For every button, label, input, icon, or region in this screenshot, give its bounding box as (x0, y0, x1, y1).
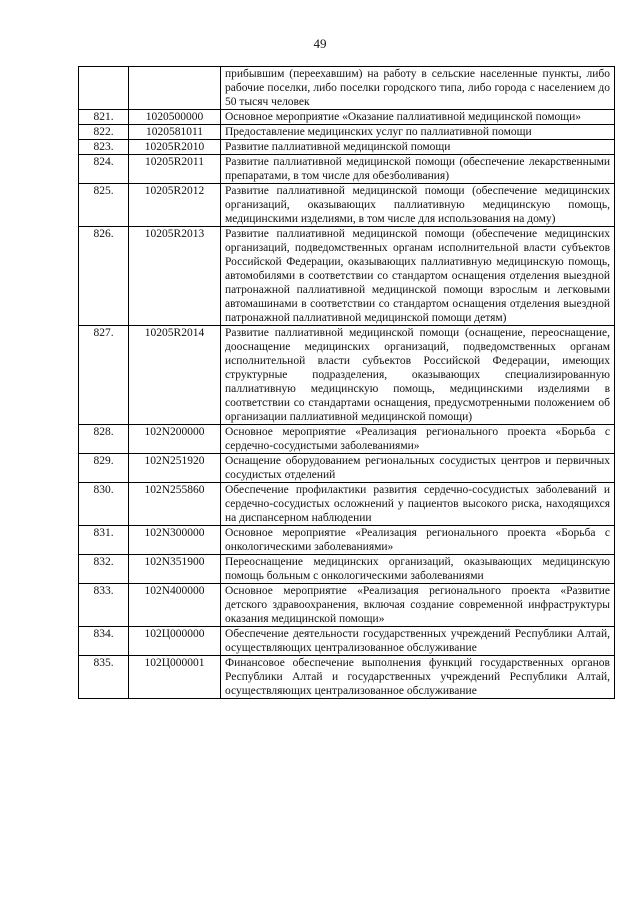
table-row (79, 155, 615, 184)
row-code: 102N400000 (129, 584, 221, 627)
table-row (79, 555, 615, 584)
table-body (79, 67, 615, 699)
row-name: Основное мероприятие «Реализация регионального проекта «Борьба с сердечно-сосудистыми заболеваниями» (221, 425, 615, 454)
table-row (79, 656, 615, 699)
budget-code-table (78, 66, 615, 699)
row-name: Финансовое обеспечение выполнения функций государственных органов Республики Алтай и государственных учреждений Республики Алтай, осуществляющих централизованное обслуживание (221, 656, 615, 699)
table-row (79, 227, 615, 326)
row-name: Переоснащение медицинских организаций, оказывающих медицинскую помощь больным с онкологическими заболеваниями (221, 555, 615, 584)
table-row (79, 483, 615, 526)
table-row (79, 110, 615, 125)
row-name: Основное мероприятие «Реализация регионального проекта «Развитие детского здравоохранения, включая создание современной инфраструктуры оказания медицинской помощи» (221, 584, 615, 627)
row-code: 10205R2012 (129, 184, 221, 227)
row-code: 10205R2011 (129, 155, 221, 184)
table-row (79, 526, 615, 555)
row-number: 830. (79, 483, 129, 526)
row-number: 825. (79, 184, 129, 227)
row-number: 833. (79, 584, 129, 627)
row-name: Развитие паллиативной медицинской помощи (221, 140, 615, 155)
row-name: Оснащение оборудованием региональных сосудистых центров и первичных сосудистых отделений (221, 454, 615, 483)
table-row (79, 584, 615, 627)
row-number: 822. (79, 125, 129, 140)
row-name: Предоставление медицинских услуг по паллиативной помощи (221, 125, 615, 140)
row-code: 10205R2014 (129, 326, 221, 425)
row-code: 10205R2013 (129, 227, 221, 326)
row-code: 1020581011 (129, 125, 221, 140)
row-name: Основное мероприятие «Реализация регионального проекта «Борьба с онкологическими заболеваниями» (221, 526, 615, 555)
table-row (79, 425, 615, 454)
row-name: Развитие паллиативной медицинской помощи (обеспечение медицинских организаций, подведомственных органам исполнительной власти субъектов Российской Федерации, оказывающих паллиативную медицинскую помощь, автомобилями в соответствии со стандартом оснащения отделения выездной патронажной паллиативной медицинской помощи взрослым и легковыми автомашинами в соответствии со стандартом оснащения отделения выездной патронажной паллиативной медицинской помощи детям) (221, 227, 615, 326)
row-code: 102N351900 (129, 555, 221, 584)
row-number (79, 67, 129, 110)
row-number: 831. (79, 526, 129, 555)
row-code: 102N251920 (129, 454, 221, 483)
table-row (79, 140, 615, 155)
row-number: 823. (79, 140, 129, 155)
row-number: 835. (79, 656, 129, 699)
row-number: 824. (79, 155, 129, 184)
row-code: 102Ц000001 (129, 656, 221, 699)
row-code: 102N255860 (129, 483, 221, 526)
table-row (79, 184, 615, 227)
table-row (79, 125, 615, 140)
row-name: прибывшим (переехавшим) на работу в сельские населенные пункты, либо рабочие поселки, либо поселки городского типа, либо города с населением до 50 тысяч человек (221, 67, 615, 110)
row-name: Развитие паллиативной медицинской помощи (обеспечение медицинских организаций, оказывающих паллиативную медицинскую помощь, медицинскими изделиями, в том числе для использования на дому) (221, 184, 615, 227)
row-name: Обеспечение профилактики развития сердечно-сосудистых заболеваний и сердечно-сосудистых осложнений у пациентов высокого риска, находящихся на диспансерном наблюдении (221, 483, 615, 526)
table-row (79, 326, 615, 425)
row-name: Обеспечение деятельности государственных учреждений Республики Алтай, осуществляющих централизованное обслуживание (221, 627, 615, 656)
row-name: Основное мероприятие «Оказание паллиативной медицинской помощи» (221, 110, 615, 125)
row-number: 826. (79, 227, 129, 326)
row-code: 102N200000 (129, 425, 221, 454)
row-number: 827. (79, 326, 129, 425)
row-code: 1020500000 (129, 110, 221, 125)
table-row (79, 454, 615, 483)
row-number: 832. (79, 555, 129, 584)
row-code: 102Ц000000 (129, 627, 221, 656)
row-name: Развитие паллиативной медицинской помощи (обеспечение лекарственными препаратами, в том числе для обезболивания) (221, 155, 615, 184)
row-code (129, 67, 221, 110)
row-code: 10205R2010 (129, 140, 221, 155)
row-number: 828. (79, 425, 129, 454)
row-code: 102N300000 (129, 526, 221, 555)
row-number: 834. (79, 627, 129, 656)
row-name: Развитие паллиативной медицинской помощи (оснащение, переоснащение, дооснащение медицинских организаций, подведомственных органам исполнительной власти субъектов Российской Федерации, имеющих структурные подразделения, оказывающих специализированную паллиативную медицинскую помощь, медицинскими изделиями в соответствии со стандартами оснащения, предусмотренными положением об организации паллиативной медицинской помощи) (221, 326, 615, 425)
row-number: 821. (79, 110, 129, 125)
page-number: 49 (313, 36, 327, 51)
row-number: 829. (79, 454, 129, 483)
table-row (79, 67, 615, 110)
table-row (79, 627, 615, 656)
